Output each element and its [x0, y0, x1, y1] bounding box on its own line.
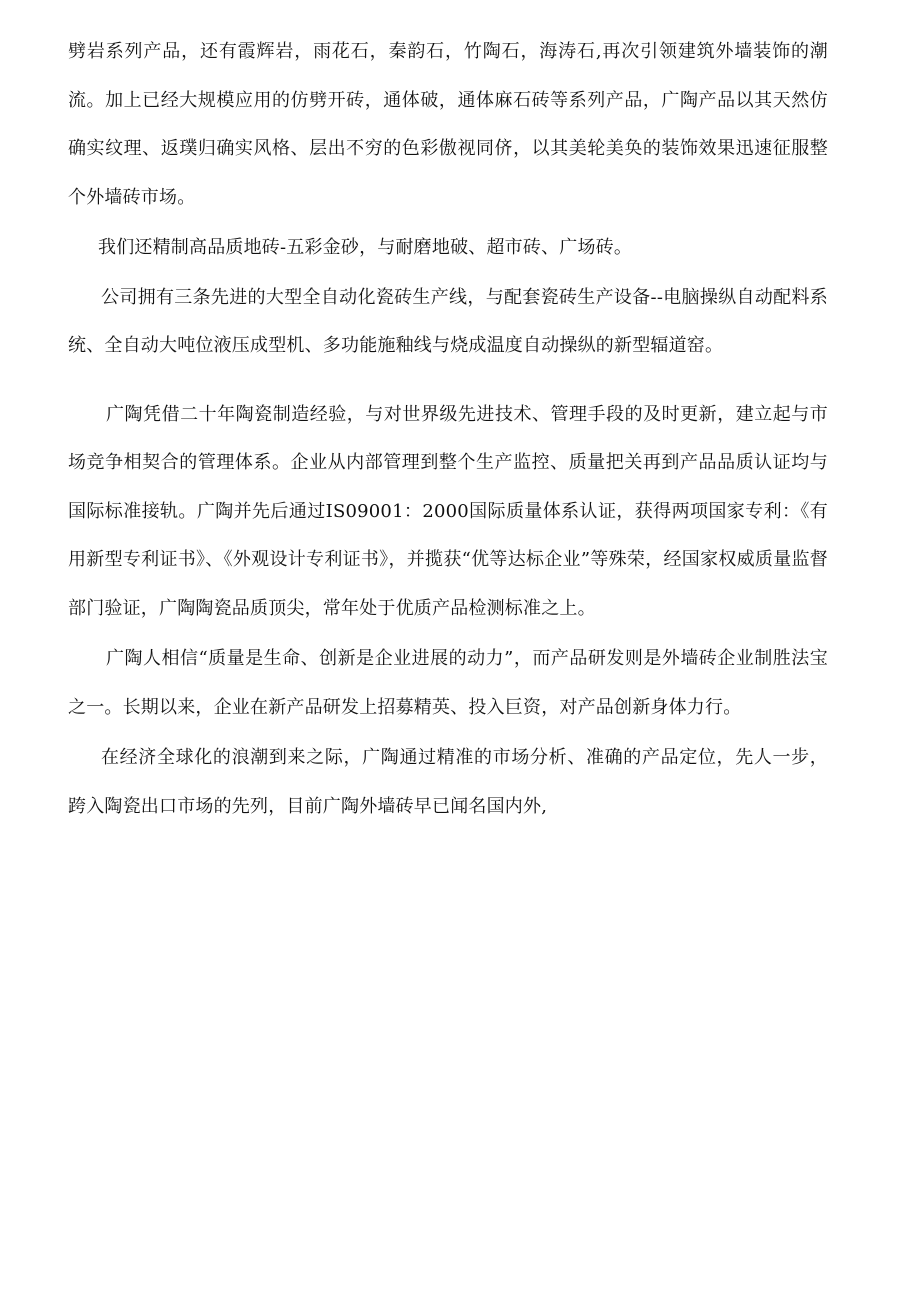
paragraph-experience-quality: 广陶凭借二十年陶瓷制造经验，与对世界级先进技术、管理手段的及时更新，建立起与市场竞争相契合的管理体系。企业从内部管理到整个生产监控、质量把关再到产品品质认证均与国际标准接轨。广陶并先后通过IS09001：2000国际质量体系认证，获得两项国家专利：《有用新型专利证书》、《外观设计专利证书》，并揽获“优等达标企业”等殊荣，经国家权威质量监督部门验证，广陶陶瓷品质顶尖，常年处于优质产品检测标准之上。: [68, 403, 828, 619]
document-page: [68, 28, 828, 831]
paragraph-innovation: 广陶人相信“质量是生命、创新是企业进展的动力”，而产品研发则是外墙砖企业制胜法宝之一。长期以来，企业在新产品研发上招募精英、投入巨资，对产品创新身体力行。: [68, 648, 828, 718]
paragraph-production-lines: 公司拥有三条先进的大型全自动化瓷砖生产线，与配套瓷砖生产设备--电脑操纵自动配料系统、全自动大吨位液压成型机、多功能施釉线与烧成温度自动操纵的新型辐道窑。: [68, 286, 828, 356]
paragraph-export-market: 在经济全球化的浪潮到来之际，广陶通过精准的市场分析、准确的产品定位，先人一步，跨入陶瓷出口市场的先列，目前广陶外墙砖早已闻名国内外,: [68, 747, 828, 817]
paragraph-floor-tiles: 我们还精制高品质地砖-五彩金砂，与耐磨地破、超市砖、广场砖。: [98, 237, 633, 258]
paragraph-product-series: 劈岩系列产品，还有霞辉岩，雨花石，秦韵石，竹陶石，海涛石,再次引领建筑外墙装饰的潮流。加上已经大规模应用的仿劈开砖，通体破，通体麻石砖等系列产品，广陶产品以其天然仿确实纹理、返璞归确实风格、层出不穷的色彩傲视同侪，以其美轮美奂的装饰效果迅速征服整个外墙砖市场。: [68, 41, 828, 208]
